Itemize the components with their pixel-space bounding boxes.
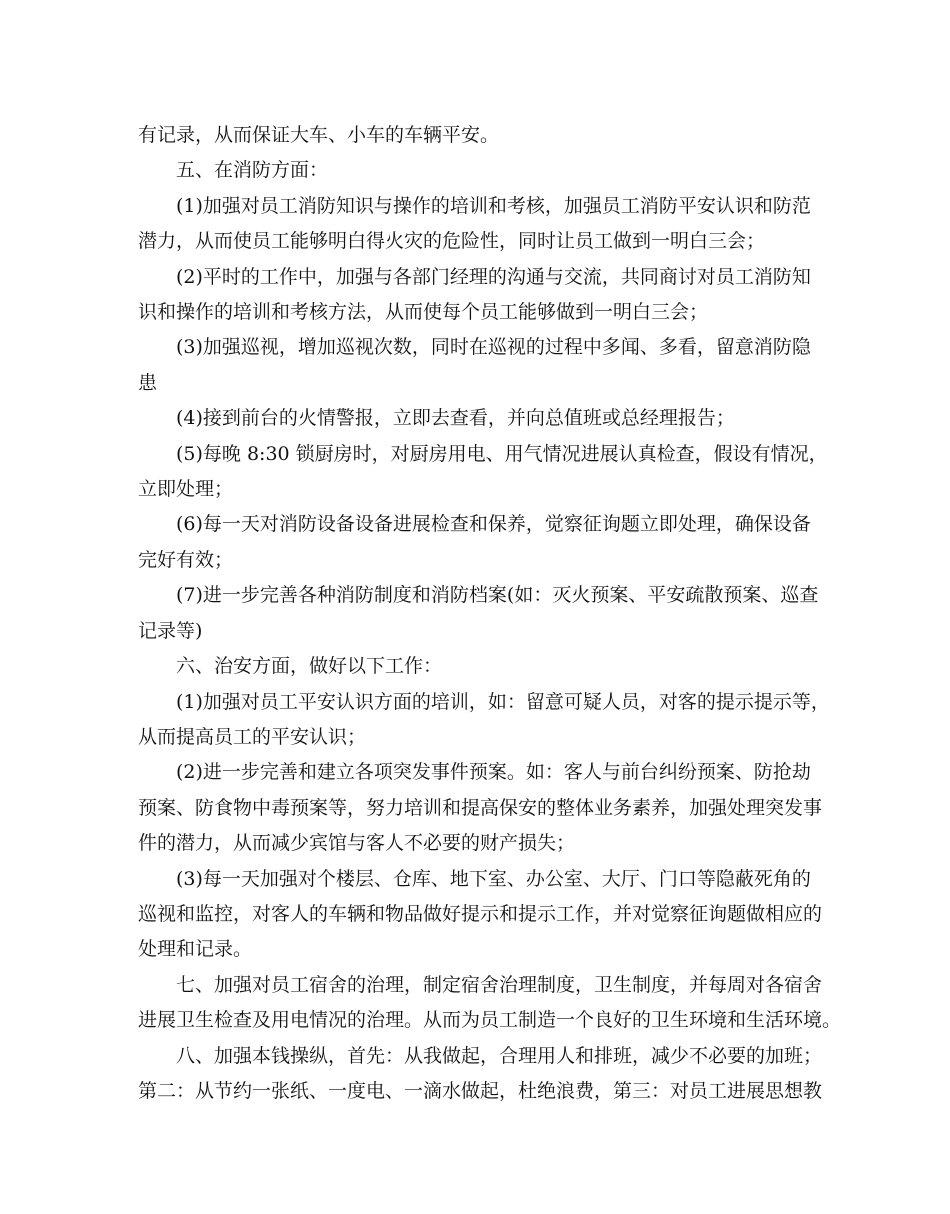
text-line: 预案、防食物中毒预案等，努力培训和提高保安的整体业务素养，加强处理突发事 [138, 796, 823, 819]
text-line: 记录等) [138, 619, 203, 642]
text-line: 巡视和监控，对客人的车辆和物品做好提示和提示工作，并对觉察征询题做相应的 [138, 902, 823, 925]
text-line: 识和操作的培训和考核方法，从而使每个员工能够做到一明白三会； [138, 301, 709, 324]
text-line: (2)进一步完善和建立各项突发事件预案。如：客人与前台纠纷预案、防抢劫 [176, 761, 811, 784]
text-line: (2)平时的工作中，加强与各部门经理的沟通与交流，共同商讨对员工消防知 [176, 265, 811, 288]
text-line: (1)加强对员工平安认识方面的培训，如：留意可疑人员，对客的提示提示等， [176, 690, 830, 713]
text-line: 从而提高员工的平安认识； [138, 725, 367, 748]
text-line: (4)接到前台的火情警报，立即去查看，并向总值班或总经理报告； [176, 407, 735, 430]
text-line: 五、在消防方面： [176, 159, 329, 182]
text-line: 完好有效； [138, 548, 234, 571]
text-line: 进展卫生检查及用电情况的治理。从而为员工制造一个良好的卫生环境和生活环境。 [138, 1009, 842, 1032]
text-line: 件的潜力，从而减少宾馆与客人不必要的财产损失； [138, 832, 576, 855]
text-line: 处理和记录。 [138, 938, 253, 961]
text-line: (5)每晚 8:30 锁厨房时，对厨房用电、用气情况进展认真检查，假设有情况， [176, 442, 828, 465]
text-line: (6)每一天对消防设备设备进展检查和保养，觉察征询题立即处理，确保设备 [176, 513, 811, 536]
text-line: 六、治安方面，做好以下工作： [176, 655, 443, 678]
document-body [138, 118, 842, 1109]
text-line: (3)加强巡视，增加巡视次数，同时在巡视的过程中多闻、多看，留意消防隐 [176, 336, 811, 359]
text-line: (7)进一步完善各种消防制度和消防档案(如：灭火预案、平安疏散预案、巡查 [176, 584, 819, 607]
text-line: (1)加强对员工消防知识与操作的培训和考核，加强员工消防平安认识和防范 [176, 194, 811, 217]
text-line: (3)每一天加强对个楼层、仓库、地下室、办公室、大厅、门口等隐蔽死角的 [176, 867, 811, 890]
text-line: 潜力，从而使员工能够明白得火灾的危险性，同时让员工做到一明白三会； [138, 230, 766, 253]
text-line: 患 [138, 371, 158, 394]
text-line: 有记录，从而保证大车、小车的车辆平安。 [138, 124, 500, 146]
text-line: 立即处理； [138, 478, 234, 501]
text-line: 第二：从节约一张纸、一度电、一滴水做起，杜绝浪费，第三：对员工进展思想教 [138, 1079, 823, 1102]
text-line: 七、加强对员工宿舍的治理，制定宿舍治理制度，卫生制度，并每周对各宿舍 [176, 973, 823, 996]
text-line: 八、加强本钱操纵，首先：从我做起，合理用人和排班，减少不必要的加班； [176, 1044, 823, 1067]
